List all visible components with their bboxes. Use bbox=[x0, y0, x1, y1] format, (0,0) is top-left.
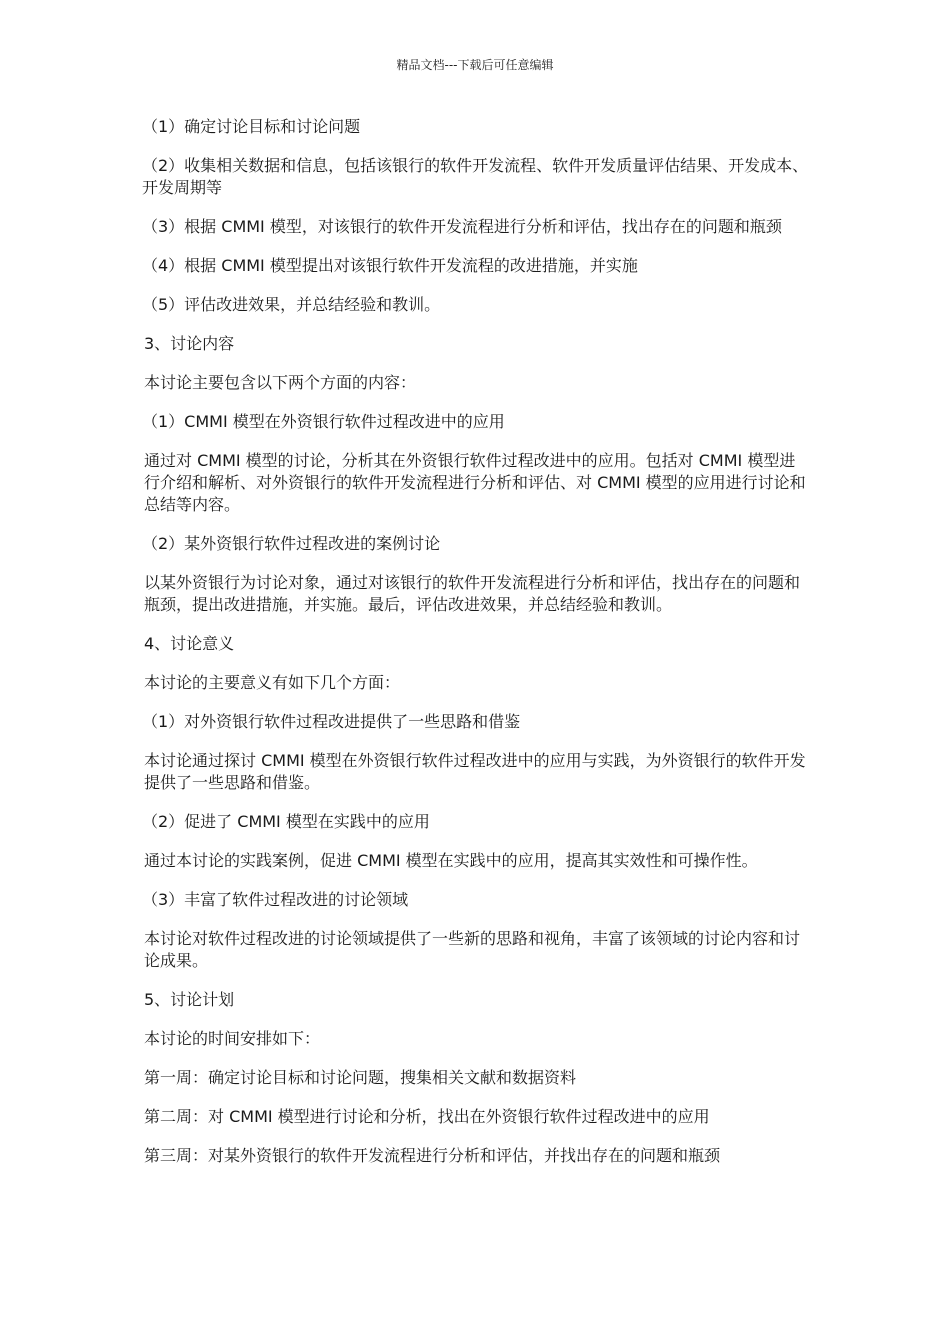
schedule-week-1: 第一周：确定讨论目标和讨论问题，搜集相关文献和数据资料 bbox=[144, 1068, 577, 1087]
section-4-intro: 本讨论的主要意义有如下几个方面： bbox=[144, 673, 401, 692]
schedule-week-2: 第二周：对 CMMI 模型进行讨论和分析，找出在外资银行软件过程改进中的应用 bbox=[144, 1107, 710, 1126]
significance-item-2-body: 通过本讨论的实践案例，促进 CMMI 模型在实践中的应用，提高其实效性和可操作性。 bbox=[144, 851, 758, 870]
section-3-intro: 本讨论主要包含以下两个方面的内容： bbox=[144, 373, 417, 392]
page-header: 精品文档---下载后可任意编辑 bbox=[396, 58, 554, 72]
schedule-week-3: 第三周：对某外资银行的软件开发流程进行分析和评估，并找出存在的问题和瓶颈 bbox=[144, 1146, 721, 1165]
step-1-paragraph: （1）确定讨论目标和讨论问题 bbox=[142, 117, 361, 136]
significance-item-2-heading: （2）促进了 CMMI 模型在实践中的应用 bbox=[142, 812, 430, 831]
step-5-paragraph: （5）评估改进效果，并总结经验和教训。 bbox=[142, 295, 441, 314]
content-item-1-body: 通过对 CMMI 模型的讨论，分析其在外资银行软件过程改进中的应用。包括对 CMMI 模型进行介绍和解析、对外资银行的软件开发流程进行分析和评估、对 CMMI 模型的应用进行讨论和总结等内容。 bbox=[144, 451, 806, 514]
document-body bbox=[144, 116, 810, 1184]
step-3-paragraph: （3）根据 CMMI 模型，对该银行的软件开发流程进行分析和评估，找出存在的问题和瓶颈 bbox=[142, 217, 782, 236]
significance-item-3-body: 本讨论对软件过程改进的讨论领域提供了一些新的思路和视角，丰富了该领域的讨论内容和讨论成果。 bbox=[144, 929, 801, 970]
section-5-heading: 5、讨论计划 bbox=[144, 990, 235, 1009]
section-5-intro: 本讨论的时间安排如下： bbox=[144, 1029, 321, 1048]
content-item-2-body: 以某外资银行为讨论对象，通过对该银行的软件开发流程进行分析和评估，找出存在的问题和瓶颈，提出改进措施，并实施。最后，评估改进效果，并总结经验和教训。 bbox=[144, 573, 801, 614]
significance-item-1-body: 本讨论通过探讨 CMMI 模型在外资银行软件过程改进中的应用与实践，为外资银行的软件开发提供了一些思路和借鉴。 bbox=[144, 751, 806, 792]
section-4-heading: 4、讨论意义 bbox=[144, 634, 235, 653]
content-item-2-heading: （2）某外资银行软件过程改进的案例讨论 bbox=[142, 534, 441, 553]
step-4-paragraph: （4）根据 CMMI 模型提出对该银行软件开发流程的改进措施，并实施 bbox=[142, 256, 638, 275]
content-item-1-heading: （1）CMMI 模型在外资银行软件过程改进中的应用 bbox=[142, 412, 505, 431]
step-2-paragraph: （2）收集相关数据和信息，包括该银行的软件开发流程、软件开发质量评估结果、开发成本、开发周期等 bbox=[142, 156, 809, 197]
significance-item-1-heading: （1）对外资银行软件过程改进提供了一些思路和借鉴 bbox=[142, 712, 521, 731]
significance-item-3-heading: （3）丰富了软件过程改进的讨论领域 bbox=[142, 890, 409, 909]
section-3-heading: 3、讨论内容 bbox=[144, 334, 235, 353]
